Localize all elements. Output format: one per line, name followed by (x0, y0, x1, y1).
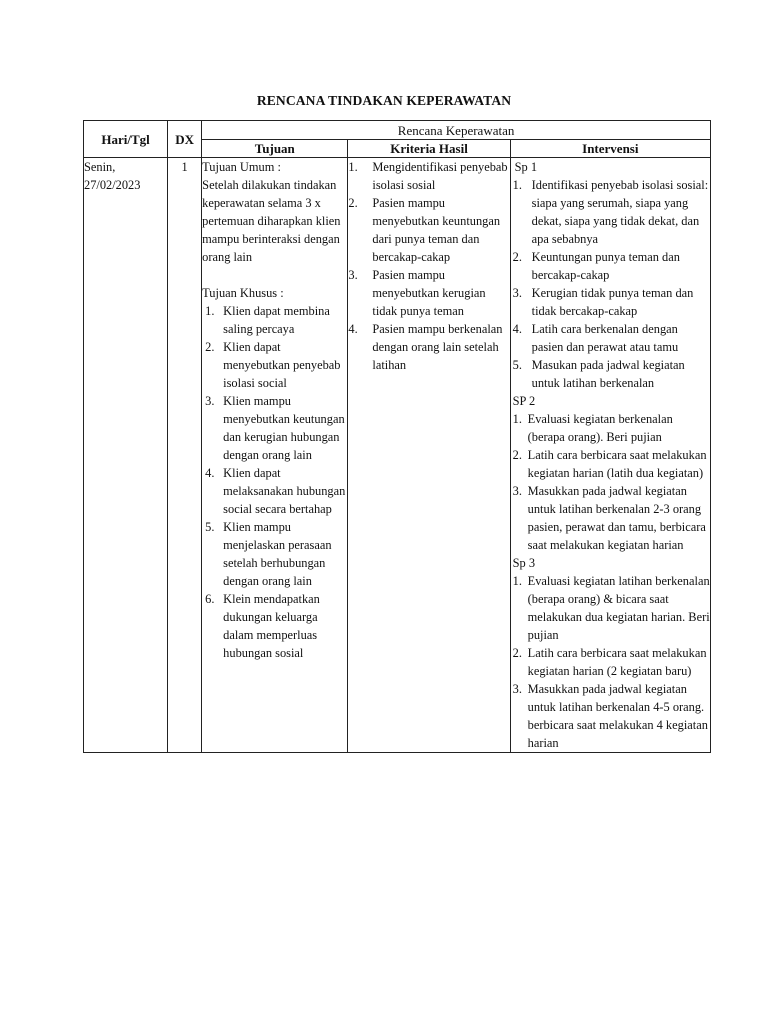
header-group-plan: Rencana Keperawatan (202, 121, 711, 140)
list-item: 1. Mengidentifikasi penyebab isolasi sosial (348, 160, 508, 192)
tujuan-umum-text: Setelah dilakukan tindakan keperawatan selama 3 x pertemuan diharapkan klien mampu berinteraksi dengan orang lain (202, 178, 341, 264)
document-title: RENCANA TINDAKAN KEPERAWATAN (256, 93, 512, 108)
sp1-list (511, 176, 710, 392)
list-item: 1. Evaluasi kegiatan berkenalan (berapa orang). Beri pujian (512, 412, 673, 444)
list-item: 2. Klien dapat menyebutkan penyebab isolasi social (205, 340, 341, 390)
list-item: 3. Klien mampu menyebutkan keutungan dan kerugian hubungan dengan orang lain (205, 394, 345, 462)
header-intervensi: Intervensi (510, 140, 710, 158)
list-item: 2. Keuntungan punya teman dan bercakap-cakap (512, 250, 680, 282)
tujuan-khusus-list (202, 302, 347, 662)
sp2-list (511, 410, 710, 554)
intervensi-cell (510, 158, 710, 753)
list-item: 4. Latih cara berkenalan dengan pasien dan perawat atau tamu (512, 322, 679, 354)
list-item: 3. Pasien mampu menyebutkan kerugian tidak punya teman (348, 268, 486, 318)
list-item: 5. Masukan pada jadwal kegiatan untuk latihan berkenalan (512, 358, 685, 390)
table-row (84, 158, 711, 753)
list-item: 3. Kerugian tidak punya teman dan tidak bercakap-cakap (512, 286, 694, 318)
header-date: Hari/Tgl (84, 121, 168, 158)
list-item: 1. Identifikasi penyebab isolasi sosial: siapa yang serumah, siapa yang dekat, siapa yang tidak dekat, dan apa sebabnya (512, 178, 709, 246)
tujuan-umum-title: Tujuan Umum : (202, 160, 281, 174)
header-kriteria: Kriteria Hasil (348, 140, 510, 158)
date-day: Senin, (84, 160, 116, 174)
date-value: 27/02/2023 (84, 178, 141, 192)
nursing-plan-table (83, 120, 711, 753)
sp1-title: Sp 1 (514, 160, 538, 174)
list-item: 2. Latih cara berbicara saat melakukan kegiatan harian (latih dua kegiatan) (512, 448, 707, 480)
dx-cell: 1 (168, 158, 202, 753)
list-item: 1. Evaluasi kegiatan latihan berkenalan (berapa orang) & bicara saat melakukan dua kegiatan harian. Beri pujian (512, 574, 710, 642)
kriteria-list (348, 158, 509, 374)
tujuan-khusus-title: Tujuan Khusus : (202, 286, 284, 300)
list-item: 2. Pasien mampu menyebutkan keuntungan dari punya teman dan bercakap-cakap (348, 196, 501, 264)
tujuan-cell (202, 158, 348, 753)
date-cell (84, 158, 168, 753)
list-item: 6. Klein mendapatkan dukungan keluarga dalam memperluas hubungan sosial (205, 592, 320, 660)
header-dx: DX (168, 121, 202, 158)
sp3-title: Sp 3 (512, 556, 536, 570)
list-item: 1. Klien dapat membina saling percaya (205, 304, 330, 336)
list-item: 5. Klien mampu menjelaskan perasaan setelah berhubungan dengan orang lain (205, 520, 332, 588)
list-item: 4. Pasien mampu berkenalan dengan orang lain setelah latihan (348, 322, 503, 372)
list-item: 4. Klien dapat melaksanakan hubungan social secara bertahap (205, 466, 346, 516)
sp3-list (511, 572, 710, 752)
kriteria-cell (348, 158, 510, 753)
list-item: 3. Masukkan pada jadwal kegiatan untuk latihan berkenalan 2-3 orang pasien, perawat dan tamu, berbicara saat melakukan kegiatan harian (512, 484, 706, 552)
list-item: 2. Latih cara berbicara saat melakukan kegiatan harian (2 kegiatan baru) (512, 646, 707, 678)
list-item: 3. Masukkan pada jadwal kegiatan untuk latihan berkenalan 4-5 orang. berbicara saat melakukan 4 kegiatan harian (512, 682, 708, 750)
sp2-title: SP 2 (512, 394, 536, 408)
header-tujuan: Tujuan (202, 140, 348, 158)
